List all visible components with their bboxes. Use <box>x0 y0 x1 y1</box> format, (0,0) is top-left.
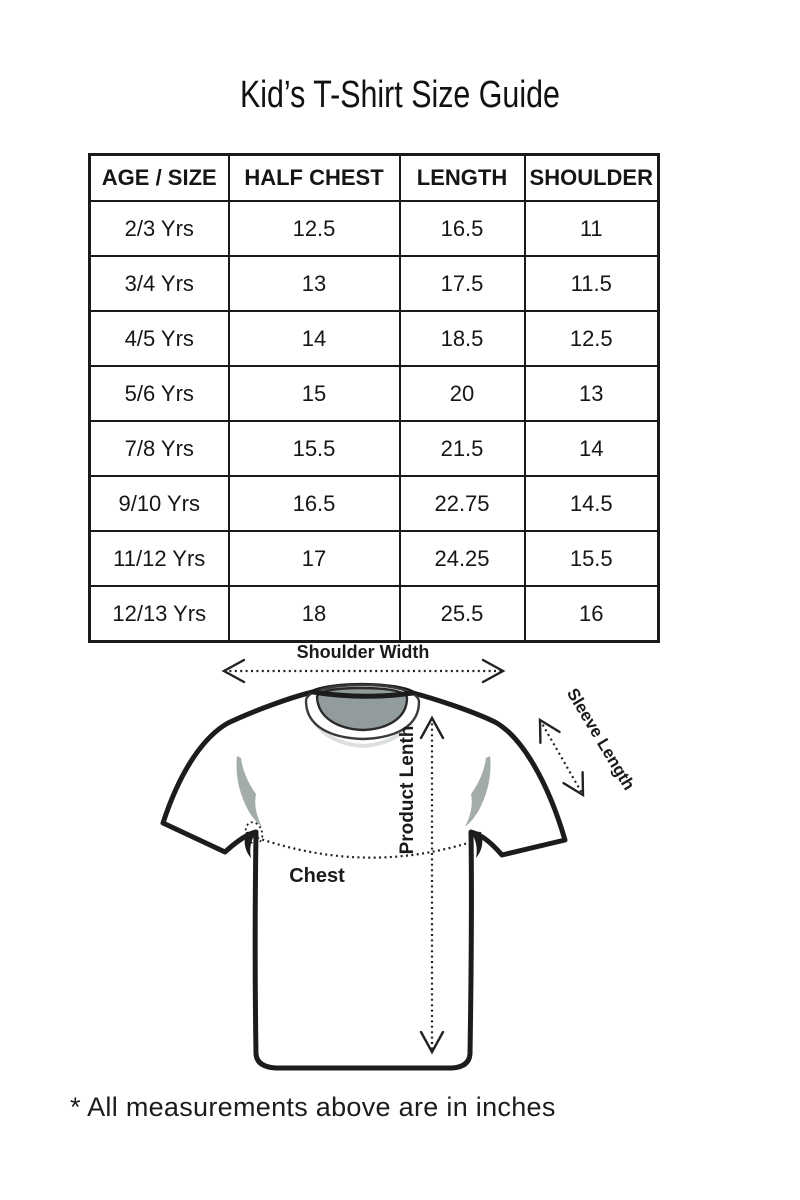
cell-half-chest: 12.5 <box>229 201 400 256</box>
column-header-age-size: AGE / SIZE <box>90 155 229 202</box>
size-table <box>88 153 660 643</box>
cell-shoulder: 12.5 <box>525 311 659 366</box>
cell-age: 3/4 Yrs <box>90 256 229 311</box>
page-title <box>0 74 800 117</box>
cell-age: 7/8 Yrs <box>90 421 229 476</box>
cell-length: 21.5 <box>400 421 525 476</box>
cell-shoulder: 14 <box>525 421 659 476</box>
chest-label: Chest <box>289 865 345 887</box>
cell-age: 11/12 Yrs <box>90 531 229 586</box>
column-header-shoulder: SHOULDER <box>525 155 659 202</box>
cell-shoulder: 13 <box>525 366 659 421</box>
cell-age: 12/13 Yrs <box>90 586 229 642</box>
cell-length: 22.75 <box>400 476 525 531</box>
cell-half-chest: 13 <box>229 256 400 311</box>
cell-age: 9/10 Yrs <box>90 476 229 531</box>
product-length-label: Product Lenth <box>397 725 418 855</box>
tshirt-outline-shape <box>163 685 565 1068</box>
table-header-row <box>90 155 659 202</box>
cell-age: 2/3 Yrs <box>90 201 229 256</box>
cell-shoulder: 16 <box>525 586 659 642</box>
cell-length: 24.25 <box>400 531 525 586</box>
cell-length: 18.5 <box>400 311 525 366</box>
table-row <box>90 201 659 256</box>
table-row <box>90 256 659 311</box>
cell-age: 5/6 Yrs <box>90 366 229 421</box>
cell-half-chest: 18 <box>229 586 400 642</box>
cell-half-chest: 15.5 <box>229 421 400 476</box>
column-header-length: LENGTH <box>400 155 525 202</box>
cell-age: 4/5 Yrs <box>90 311 229 366</box>
tshirt-diagram <box>0 630 800 1090</box>
cell-shoulder: 15.5 <box>525 531 659 586</box>
shoulder-width-label: Shoulder Width <box>296 642 430 662</box>
cell-half-chest: 16.5 <box>229 476 400 531</box>
table-row <box>90 366 659 421</box>
sleeve-length-label: Sleeve Length <box>562 684 639 794</box>
cell-length: 17.5 <box>400 256 525 311</box>
cell-length: 16.5 <box>400 201 525 256</box>
measurements-footnote: * All measurements above are in inches <box>70 1092 556 1122</box>
cell-half-chest: 17 <box>229 531 400 586</box>
page-title-text: Kid’s T-Shirt Size Guide <box>240 74 560 116</box>
cell-shoulder: 11 <box>525 201 659 256</box>
cell-half-chest: 14 <box>229 311 400 366</box>
table-row <box>90 311 659 366</box>
table-row <box>90 531 659 586</box>
table-row <box>90 421 659 476</box>
cell-shoulder: 14.5 <box>525 476 659 531</box>
cell-length: 20 <box>400 366 525 421</box>
cell-half-chest: 15 <box>229 366 400 421</box>
column-header-half-chest: HALF CHEST <box>229 155 400 202</box>
cell-length: 25.5 <box>400 586 525 642</box>
cell-shoulder: 11.5 <box>525 256 659 311</box>
table-row <box>90 476 659 531</box>
